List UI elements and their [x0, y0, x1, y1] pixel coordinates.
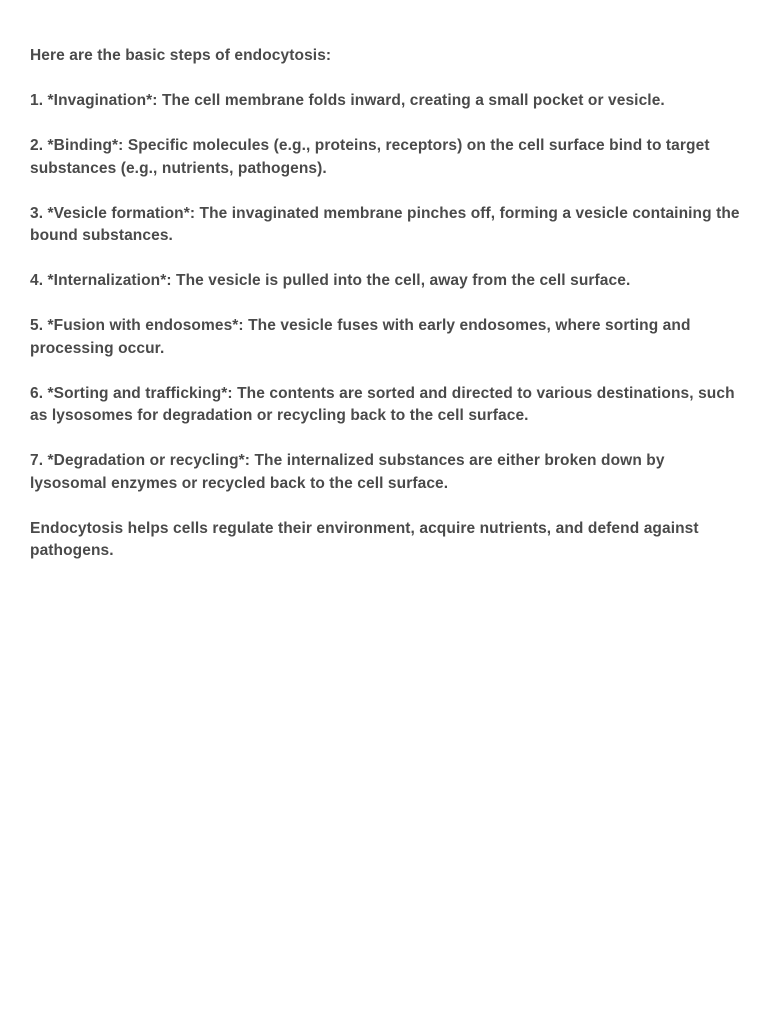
step-sorting-and-trafficking: 6. *Sorting and trafficking*: The contents are sorted and directed to various destinations, such as lysosomes for degradation or recycling back to the cell surface.	[30, 384, 735, 424]
step-degradation-or-recycling: 7. *Degradation or recycling*: The internalized substances are either broken down by lysosomal enzymes or recycled back to the cell surface.	[30, 452, 665, 492]
step-binding: 2. *Binding*: Specific molecules (e.g., proteins, receptors) on the cell surface bind to target substances (e.g., nutrients, pathogens).	[30, 137, 710, 177]
document-body	[30, 45, 742, 585]
step-fusion-with-endosomes: 5. *Fusion with endosomes*: The vesicle fuses with early endosomes, where sorting and processing occur.	[30, 317, 691, 357]
conclusion-paragraph: Endocytosis helps cells regulate their environment, acquire nutrients, and defend against pathogens.	[30, 519, 699, 559]
step-internalization: 4. *Internalization*: The vesicle is pulled into the cell, away from the cell surface.	[30, 272, 631, 289]
step-vesicle-formation: 3. *Vesicle formation*: The invaginated membrane pinches off, forming a vesicle containing the bound substances.	[30, 204, 740, 244]
step-invagination: 1. *Invagination*: The cell membrane folds inward, creating a small pocket or vesicle.	[30, 92, 665, 109]
intro-paragraph: Here are the basic steps of endocytosis:	[30, 47, 332, 64]
